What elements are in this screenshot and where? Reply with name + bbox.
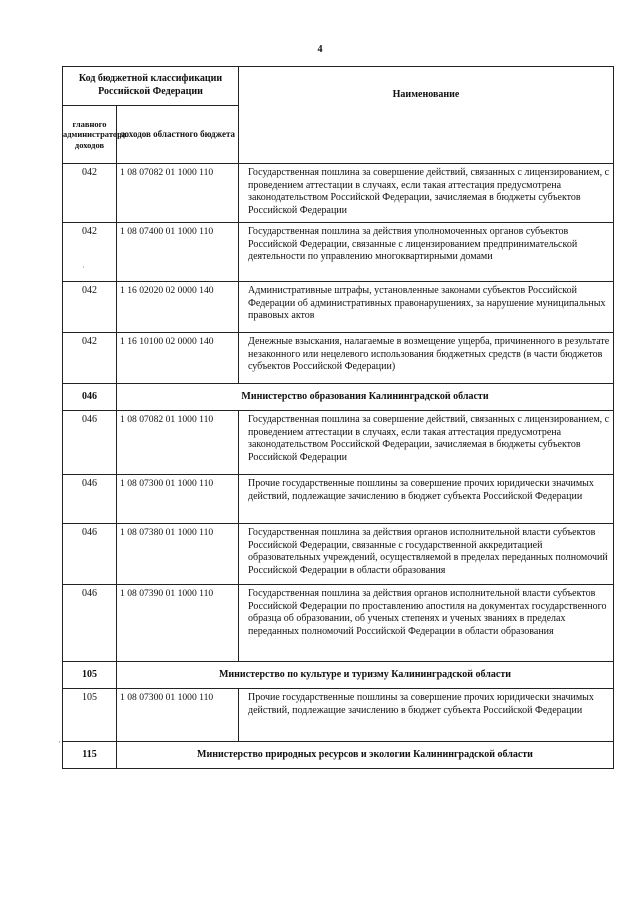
revenue-code-cell: 1 08 07390 01 1000 110	[117, 585, 239, 662]
table-row	[63, 164, 614, 223]
table-header	[63, 67, 614, 164]
page-number: 4	[317, 44, 323, 55]
ministry-row	[63, 742, 614, 769]
admin-code-cell: 042	[63, 164, 117, 223]
budget-classification-table	[62, 66, 614, 769]
revenue-name-cell: Денежные взыскания, налагаемые в возмещение ущерба, причиненного в результате незаконного или нецелевого использования бюджетных средств (в части бюджетов субъектов Российской Федерации)	[239, 333, 614, 384]
revenue-name-cell: Государственная пошлина за действия органов исполнительной власти субъектов Российской Федерации, связанные с государственной аккредитацией образовательных учреждений, осуществляемой в пределах переданных полномочий Российской Федерации в области образования	[239, 524, 614, 585]
admin-code-cell: 046	[63, 524, 117, 585]
table-row	[63, 282, 614, 333]
table-row	[63, 411, 614, 475]
header-code-column: доходов областного бюджета	[117, 106, 239, 164]
revenue-name-cell: Прочие государственные пошлины за совершение прочих юридически значимых действий, подлежащие зачислению в бюджет субъекта Российской Федерации	[239, 689, 614, 742]
revenue-code-cell: 1 08 07380 01 1000 110	[117, 524, 239, 585]
ministry-title-cell: Министерство по культуре и туризму Калининградской области	[117, 662, 614, 689]
table-body	[63, 164, 614, 769]
scan-dot: ·	[58, 738, 61, 747]
admin-code-cell: 105	[63, 662, 117, 689]
revenue-name-cell: Государственная пошлина за совершение действий, связанных с лицензированием, с проведением аттестации в случаях, если такая аттестация предусмотрена законодательством Российской Федерации, зачисляемая в бюджеты субъектов Российской Федерации	[239, 164, 614, 223]
scan-dot: ·	[82, 263, 85, 272]
ministry-title-cell: Министерство образования Калининградской области	[117, 384, 614, 411]
revenue-code-cell: 1 08 07082 01 1000 110	[117, 411, 239, 475]
revenue-code-cell: 1 16 10100 02 0000 140	[117, 333, 239, 384]
header-code-group: Код бюджетной классификации Российской Федерации	[63, 67, 239, 106]
revenue-name-cell: Государственная пошлина за действия органов исполнительной власти субъектов Российской Федерации по проставлению апостиля на документах государственного образца об образовании, об ученых степенях и ученых званиях в пределах переданных полномочий Российской Федерации в области образования	[239, 585, 614, 662]
ministry-row	[63, 662, 614, 689]
admin-code-cell: 042	[63, 282, 117, 333]
table-row	[63, 585, 614, 662]
table-row	[63, 223, 614, 282]
admin-code-cell: 042	[63, 333, 117, 384]
revenue-code-cell: 1 16 02020 02 0000 140	[117, 282, 239, 333]
ministry-row	[63, 384, 614, 411]
revenue-code-cell: 1 08 07400 01 1000 110	[117, 223, 239, 282]
revenue-name-cell: Административные штрафы, установленные законами субъектов Российской Федерации об административных правонарушениях, за нарушение муниципальных правовых актов	[239, 282, 614, 333]
admin-code-cell: 046	[63, 585, 117, 662]
admin-code-cell: 042	[63, 223, 117, 282]
header-name: Наименование	[239, 67, 614, 164]
table-row	[63, 689, 614, 742]
header-admin-column: главного администратора доходов	[63, 106, 117, 164]
admin-code-cell: 105	[63, 689, 117, 742]
admin-code-cell: 046	[63, 384, 117, 411]
revenue-name-cell: Государственная пошлина за действия уполномоченных органов субъектов Российской Федерации, связанные с лицензированием предпринимательской деятельности по управлению многоквартирными домами	[239, 223, 614, 282]
table-row	[63, 524, 614, 585]
ministry-title-cell: Министерство природных ресурсов и экологии Калининградской области	[117, 742, 614, 769]
revenue-code-cell: 1 08 07300 01 1000 110	[117, 475, 239, 524]
revenue-code-cell: 1 08 07082 01 1000 110	[117, 164, 239, 223]
revenue-name-cell: Государственная пошлина за совершение действий, связанных с лицензированием, с проведением аттестации в случаях, если такая аттестация предусмотрена законодательством Российской Федерации, зачисляемая в бюджеты субъектов Российской Федерации	[239, 411, 614, 475]
admin-code-cell: 115	[63, 742, 117, 769]
table-row	[63, 333, 614, 384]
revenue-code-cell: 1 08 07300 01 1000 110	[117, 689, 239, 742]
revenue-name-cell: Прочие государственные пошлины за совершение прочих юридически значимых действий, подлежащие зачислению в бюджет субъекта Российской Федерации	[239, 475, 614, 524]
admin-code-cell: 046	[63, 411, 117, 475]
table-row	[63, 475, 614, 524]
admin-code-cell: 046	[63, 475, 117, 524]
